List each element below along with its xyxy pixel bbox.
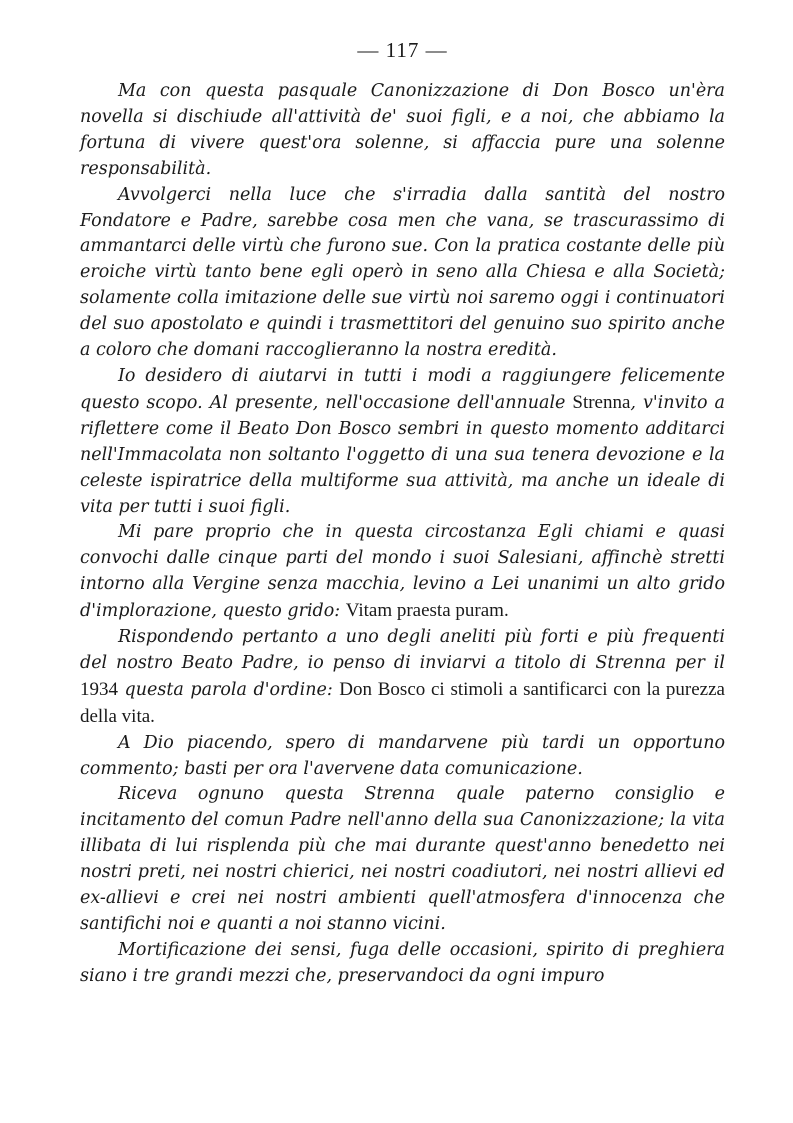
document-page bbox=[80, 38, 725, 990]
upright-text: Strenna bbox=[572, 391, 631, 413]
italic-text: Io desidero di aiutarvi in tutti i modi a raggiungere felicemente questo scopo. Al presente, nell'occasione dell'annuale bbox=[80, 365, 725, 413]
paragraph bbox=[80, 625, 725, 731]
italic-text: Mortificazione dei sensi, fuga delle occasioni, spirito di preghiera siano i tre grandi mezzi che, preservandoci da ogni impuro bbox=[80, 939, 725, 986]
page-number: — 117 — bbox=[357, 38, 448, 62]
upright-text: 1934 bbox=[80, 678, 118, 700]
italic-text: questa parola d'ordine: bbox=[118, 679, 340, 700]
paragraph bbox=[80, 520, 725, 625]
paragraph bbox=[80, 79, 725, 183]
paragraph bbox=[80, 183, 725, 364]
upright-text: Vitam praesta puram. bbox=[345, 600, 509, 622]
body-text bbox=[80, 79, 725, 990]
italic-text: Rispondendo pertanto a uno degli aneliti più forti e più frequenti del nostro Beato Padre, io penso di inviarvi a titolo di Strenna per il bbox=[80, 627, 725, 673]
italic-text: Riceva ognuno questa Strenna quale paterno consiglio e incitamento del comun Padre nell'anno della sua Canonizzazione; la vita illibata di lui risplenda più che mai durante quest'anno benedetto nei nostri preti, nei nostri chierici, nei nostri coadiutori, nei nostri allievi ed ex-allievi e crei nei nostri ambienti quell'atmosfera d'innocenza che santifichi noi e quanti a noi stanno vicini. bbox=[80, 784, 725, 934]
italic-text: Mi pare proprio che in questa circostanza Egli chiami e quasi convochi dalle cinque parti del mondo i suoi Salesiani, affinchè stretti intorno alla Vergine senza macchia, levino a Lei unanimi un alto grido d'implorazione, questo grido: bbox=[80, 522, 725, 622]
italic-text: , v'invito a riflettere come il Beato Don Bosco sembri in questo momento additarci nell'Immacolata non soltanto l'oggetto di una sua tenera devozione e la celeste ispiratrice della multiforme sua attività, ma anche un ideale di vita per tutti i suoi figli. bbox=[80, 392, 725, 517]
upright-text: Don Bosco ci stimoli a santificarci con la purezza della vita. bbox=[80, 678, 725, 727]
italic-text: A Dio piacendo, spero di mandarvene più tardi un opportuno commento; basti per ora l'avervene data comunicazione. bbox=[80, 732, 725, 779]
italic-text: Ma con questa pasquale Canonizzazione di Don Bosco un'èra novella si dischiude all'attività de' suoi figli, e a noi, che abbiamo la fortuna di vivere quest'ora solenne, si affaccia pure una solenne responsabilità. bbox=[80, 81, 725, 179]
paragraph bbox=[80, 364, 725, 520]
italic-text: Avvolgerci nella luce che s'irradia dalla santità del nostro Fondatore e Padre, sarebbe cosa men che vana, se trascurassimo di ammantarci delle virtù che furono sue. Con la pratica costante delle più eroiche virtù tanto bene egli operò in seno alla Chiesa e alla Società; solamente colla imitazione delle sue virtù noi saremo oggi i continuatori del suo apostolato e quindi i trasmettitori del genuino suo spirito anche a coloro che domani raccoglieranno la nostra eredità. bbox=[80, 184, 725, 361]
paragraph bbox=[80, 782, 725, 937]
paragraph bbox=[80, 731, 725, 783]
paragraph bbox=[80, 938, 725, 990]
